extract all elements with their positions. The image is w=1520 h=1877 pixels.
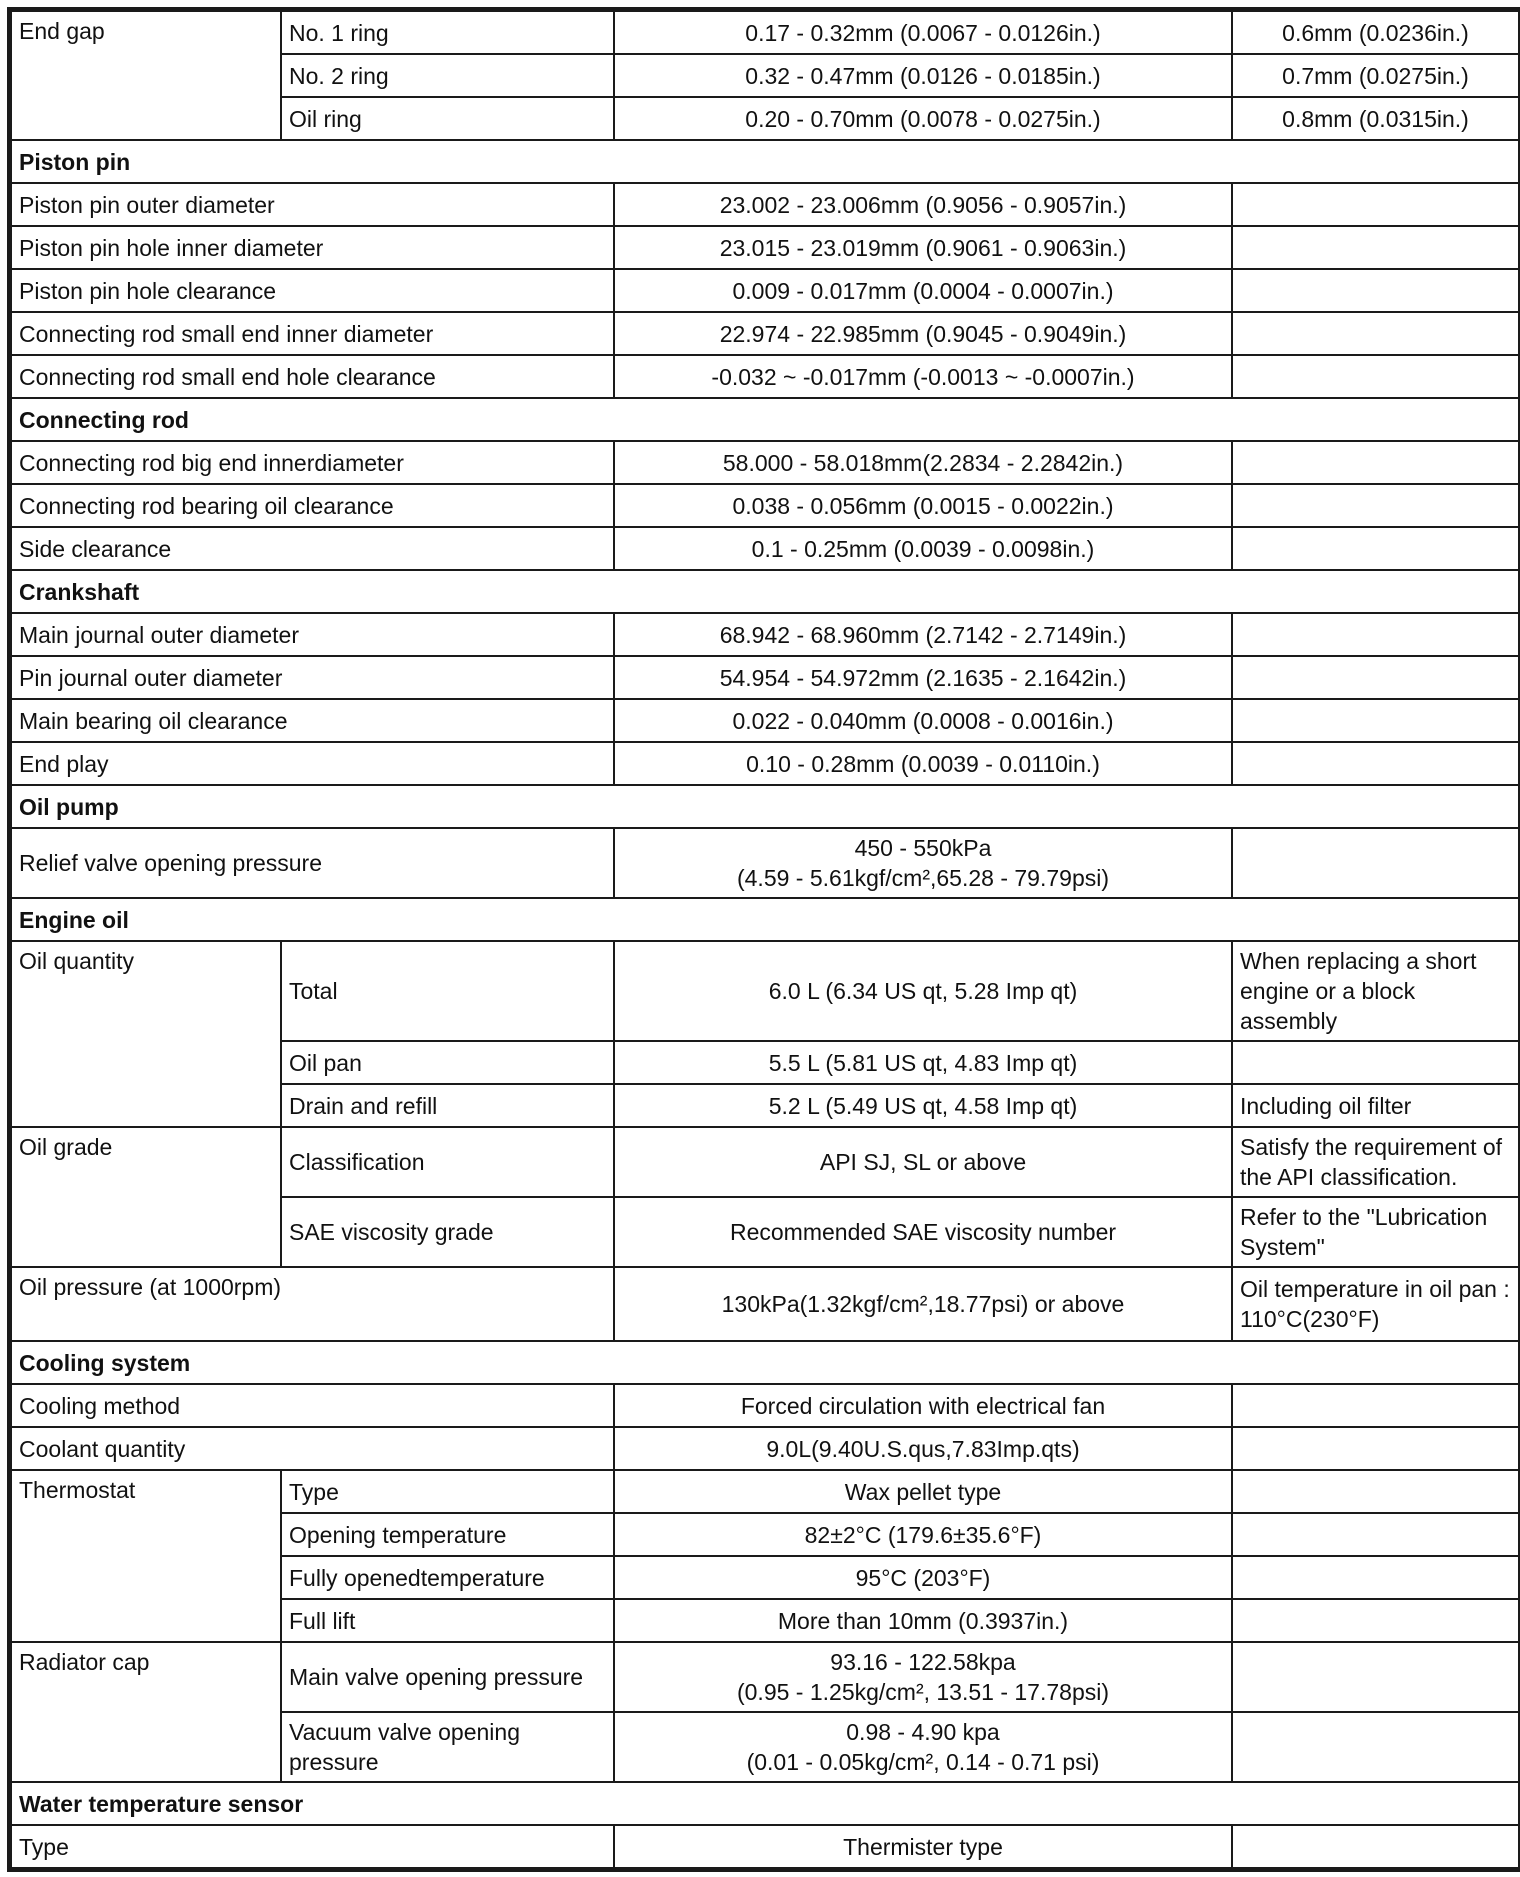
table-row — [11, 484, 1519, 527]
spec-note — [1232, 1599, 1519, 1642]
spec-value-line: 0.98 - 4.90 kpa — [846, 1719, 1000, 1745]
table-row — [11, 1267, 1519, 1341]
spec-label: Piston pin outer diameter — [11, 183, 614, 226]
spec-value — [614, 1712, 1232, 1782]
section-title-cooling-system: Cooling system — [11, 1341, 1519, 1384]
radiator-cap-label: Radiator cap — [11, 1642, 281, 1782]
thermostat-label: Thermostat — [11, 1470, 281, 1642]
spec-value: 23.002 - 23.006mm (0.9056 - 0.9057in.) — [614, 183, 1232, 226]
section-header-row — [11, 140, 1519, 183]
spec-value: 22.974 - 22.985mm (0.9045 - 0.9049in.) — [614, 312, 1232, 355]
section-header-row — [11, 785, 1519, 828]
spec-value: 0.10 - 0.28mm (0.0039 - 0.0110in.) — [614, 742, 1232, 785]
spec-page — [7, 7, 1520, 1877]
spec-note — [1232, 1556, 1519, 1599]
spec-note — [1232, 312, 1519, 355]
table-row — [11, 613, 1519, 656]
spec-note: Including oil filter — [1232, 1084, 1519, 1127]
spec-value: 5.2 L (5.49 US qt, 4.58 Imp qt) — [614, 1084, 1232, 1127]
spec-label: Connecting rod small end inner diameter — [11, 312, 614, 355]
ring-label: Oil ring — [281, 97, 614, 140]
spec-table — [10, 10, 1520, 1869]
table-row — [11, 1427, 1519, 1470]
sub-label: Vacuum valve opening pressure — [281, 1712, 614, 1782]
spec-label: Side clearance — [11, 527, 614, 570]
spec-note — [1232, 1041, 1519, 1084]
section-title-oil-pump: Oil pump — [11, 785, 1519, 828]
section-header-row — [11, 570, 1519, 613]
spec-label: Relief valve opening pressure — [11, 828, 614, 898]
sub-label: Drain and refill — [281, 1084, 614, 1127]
spec-label: Piston pin hole inner diameter — [11, 226, 614, 269]
sub-label: SAE viscosity grade — [281, 1197, 614, 1267]
spec-value: Thermister type — [614, 1825, 1232, 1868]
spec-label: Connecting rod bearing oil clearance — [11, 484, 614, 527]
section-title-piston-pin: Piston pin — [11, 140, 1519, 183]
table-row — [11, 312, 1519, 355]
table-row — [11, 1642, 1519, 1712]
spec-note — [1232, 1712, 1519, 1782]
table-row — [11, 226, 1519, 269]
spec-note — [1232, 1513, 1519, 1556]
spec-label: Piston pin hole clearance — [11, 269, 614, 312]
section-title-engine-oil: Engine oil — [11, 898, 1519, 941]
spec-value: 0.038 - 0.056mm (0.0015 - 0.0022in.) — [614, 484, 1232, 527]
spec-note — [1232, 1384, 1519, 1427]
table-row — [11, 11, 1519, 54]
spec-value — [614, 828, 1232, 898]
spec-value: 6.0 L (6.34 US qt, 5.28 Imp qt) — [614, 941, 1232, 1041]
spec-label: Connecting rod big end innerdiameter — [11, 441, 614, 484]
table-row — [11, 699, 1519, 742]
table-row — [11, 742, 1519, 785]
spec-label: End play — [11, 742, 614, 785]
sub-label: Opening temperature — [281, 1513, 614, 1556]
standard-value: 0.32 - 0.47mm (0.0126 - 0.0185in.) — [614, 54, 1232, 97]
spec-note — [1232, 527, 1519, 570]
table-row — [11, 941, 1519, 1041]
spec-note: Satisfy the requirement of the API classification. — [1232, 1127, 1519, 1197]
sub-label: Type — [281, 1470, 614, 1513]
standard-value: 0.17 - 0.32mm (0.0067 - 0.0126in.) — [614, 11, 1232, 54]
sub-label: Oil pan — [281, 1041, 614, 1084]
table-row — [11, 441, 1519, 484]
table-row — [11, 828, 1519, 898]
spec-value: Recommended SAE viscosity number — [614, 1197, 1232, 1267]
spec-note — [1232, 699, 1519, 742]
oil-quantity-label: Oil quantity — [11, 941, 281, 1127]
spec-note: Oil temperature in oil pan : 110°C(230°F) — [1232, 1267, 1519, 1341]
limit-value: 0.6mm (0.0236in.) — [1232, 11, 1519, 54]
spec-value: 95°C (203°F) — [614, 1556, 1232, 1599]
spec-value: Wax pellet type — [614, 1470, 1232, 1513]
spec-value: 82±2°C (179.6±35.6°F) — [614, 1513, 1232, 1556]
spec-note — [1232, 742, 1519, 785]
spec-label: Main journal outer diameter — [11, 613, 614, 656]
spec-note: When replacing a short engine or a block assembly — [1232, 941, 1519, 1041]
spec-note — [1232, 226, 1519, 269]
table-row — [11, 269, 1519, 312]
section-title-water-temperature-sensor: Water temperature sensor — [11, 1782, 1519, 1825]
spec-label: Type — [11, 1825, 614, 1868]
spec-note — [1232, 269, 1519, 312]
spec-value: 130kPa(1.32kgf/cm²,18.77psi) or above — [614, 1267, 1232, 1341]
spec-label: Pin journal outer diameter — [11, 656, 614, 699]
spec-value: 9.0L(9.40U.S.qus,7.83Imp.qts) — [614, 1427, 1232, 1470]
sub-label: Classification — [281, 1127, 614, 1197]
spec-value: 5.5 L (5.81 US qt, 4.83 Imp qt) — [614, 1041, 1232, 1084]
limit-value: 0.7mm (0.0275in.) — [1232, 54, 1519, 97]
spec-note — [1232, 484, 1519, 527]
spec-note — [1232, 183, 1519, 226]
spec-value: 0.022 - 0.040mm (0.0008 - 0.0016in.) — [614, 699, 1232, 742]
spec-note — [1232, 1470, 1519, 1513]
table-row — [11, 656, 1519, 699]
spec-note — [1232, 441, 1519, 484]
spec-value-line: (0.95 - 1.25kg/cm², 13.51 - 17.78psi) — [736, 1679, 1110, 1705]
spec-value-line: 93.16 - 122.58kpa — [830, 1649, 1016, 1675]
spec-label: Connecting rod small end hole clearance — [11, 355, 614, 398]
spec-value-line: (4.59 - 5.61kgf/cm²,65.28 - 79.79psi) — [736, 865, 1110, 891]
section-title-connecting-rod: Connecting rod — [11, 398, 1519, 441]
section-header-row — [11, 898, 1519, 941]
ring-label: No. 2 ring — [281, 54, 614, 97]
spec-note — [1232, 1427, 1519, 1470]
sub-label: Total — [281, 941, 614, 1041]
table-row — [11, 1470, 1519, 1513]
spec-note: Refer to the "Lubrication System" — [1232, 1197, 1519, 1267]
spec-note — [1232, 1642, 1519, 1712]
section-header-row — [11, 1782, 1519, 1825]
spec-value-line: 450 - 550kPa — [854, 835, 992, 861]
spec-value: -0.032 ~ -0.017mm (-0.0013 ~ -0.0007in.) — [614, 355, 1232, 398]
spec-value: 68.942 - 68.960mm (2.7142 - 2.7149in.) — [614, 613, 1232, 656]
spec-label: Coolant quantity — [11, 1427, 614, 1470]
spec-value: More than 10mm (0.3937in.) — [614, 1599, 1232, 1642]
spec-note — [1232, 828, 1519, 898]
spec-value-line: (0.01 - 0.05kg/cm², 0.14 - 0.71 psi) — [746, 1749, 1100, 1775]
spec-value: 0.1 - 0.25mm (0.0039 - 0.0098in.) — [614, 527, 1232, 570]
table-row — [11, 355, 1519, 398]
sub-label: Full lift — [281, 1599, 614, 1642]
standard-value: 0.20 - 0.70mm (0.0078 - 0.0275in.) — [614, 97, 1232, 140]
spec-note — [1232, 656, 1519, 699]
section-header-row — [11, 398, 1519, 441]
spec-value: Forced circulation with electrical fan — [614, 1384, 1232, 1427]
section-title-crankshaft: Crankshaft — [11, 570, 1519, 613]
ring-label: No. 1 ring — [281, 11, 614, 54]
oil-grade-label: Oil grade — [11, 1127, 281, 1267]
spec-label: Main bearing oil clearance — [11, 699, 614, 742]
table-row — [11, 527, 1519, 570]
spec-value: 58.000 - 58.018mm(2.2834 - 2.2842in.) — [614, 441, 1232, 484]
spec-label: Oil pressure (at 1000rpm) — [11, 1267, 614, 1341]
spec-value: 54.954 - 54.972mm (2.1635 - 2.1642in.) — [614, 656, 1232, 699]
spec-table-frame — [7, 7, 1520, 1872]
table-row — [11, 183, 1519, 226]
spec-note — [1232, 613, 1519, 656]
sub-label: Fully openedtemperature — [281, 1556, 614, 1599]
end-gap-label: End gap — [11, 11, 281, 140]
table-row — [11, 1384, 1519, 1427]
table-row — [11, 1127, 1519, 1197]
spec-value: 0.009 - 0.017mm (0.0004 - 0.0007in.) — [614, 269, 1232, 312]
spec-note — [1232, 355, 1519, 398]
sub-label: Main valve opening pressure — [281, 1642, 614, 1712]
spec-value — [614, 1642, 1232, 1712]
spec-value: API SJ, SL or above — [614, 1127, 1232, 1197]
spec-label: Cooling method — [11, 1384, 614, 1427]
limit-value: 0.8mm (0.0315in.) — [1232, 97, 1519, 140]
spec-value: 23.015 - 23.019mm (0.9061 - 0.9063in.) — [614, 226, 1232, 269]
section-header-row — [11, 1341, 1519, 1384]
